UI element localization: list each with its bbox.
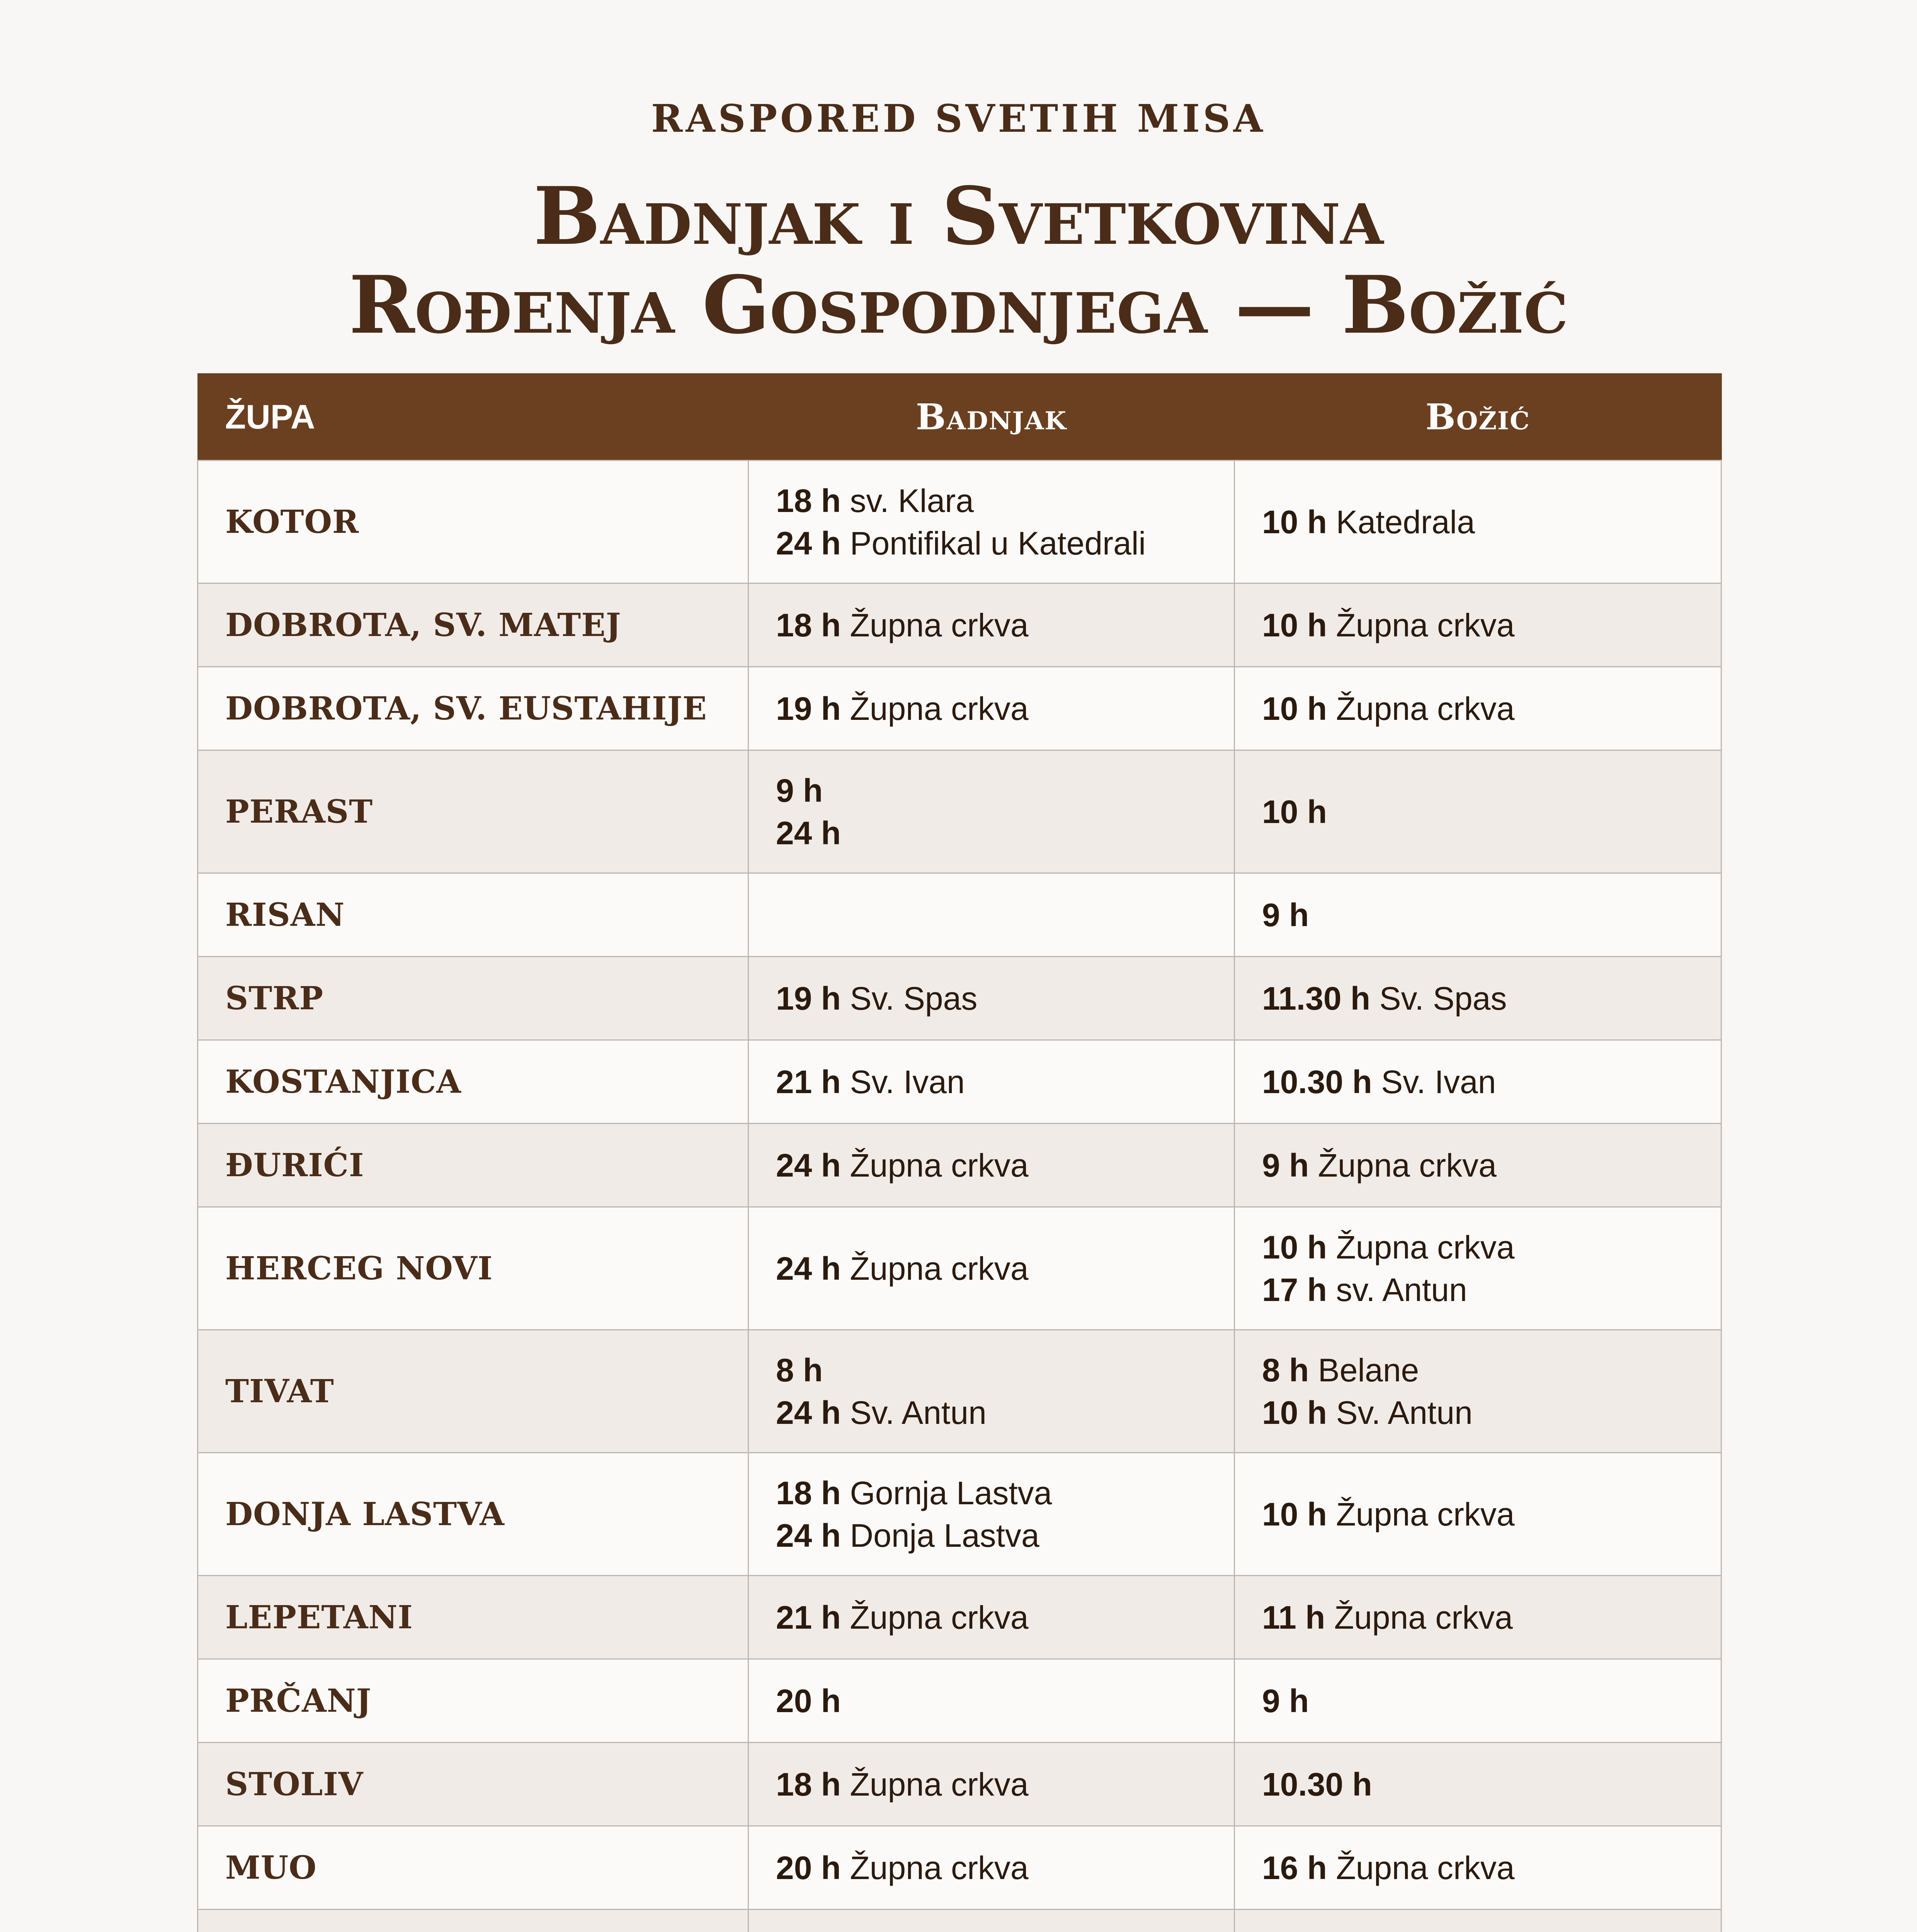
mass-time: 18 h — [776, 1475, 841, 1511]
badnjak-cell — [748, 1207, 1235, 1330]
table-row — [198, 873, 1721, 957]
mass-place: Župna crkva — [850, 1599, 1029, 1636]
bozic-cell — [1235, 461, 1721, 583]
bozic-cell — [1235, 1040, 1721, 1124]
mass-place: Župna crkva — [850, 1849, 1029, 1886]
column-header-parish: ŽUPA — [198, 374, 748, 461]
table-row — [198, 1576, 1721, 1659]
mass-time: 21 h — [776, 1599, 841, 1636]
mass-entry — [776, 1472, 1207, 1514]
mass-entry — [776, 1847, 1207, 1889]
mass-time: 17 h — [1262, 1271, 1327, 1308]
parish-name: LEPETANI — [198, 1576, 748, 1659]
mass-time: 18 h — [776, 482, 841, 519]
bozic-cell — [1235, 1124, 1721, 1207]
mass-time: 24 h — [776, 1394, 841, 1431]
badnjak-cell — [748, 1330, 1235, 1453]
title-line-1: Badnjak i Svetkovina — [533, 170, 1384, 263]
mass-entry — [1262, 501, 1694, 543]
mass-place: Župna crkva — [850, 1147, 1029, 1184]
badnjak-cell — [748, 1453, 1235, 1576]
mass-entry — [776, 1144, 1207, 1187]
mass-entry — [776, 1596, 1207, 1639]
page-title — [0, 172, 1917, 350]
mass-time: 9 h — [1262, 896, 1309, 933]
mass-time: 24 h — [776, 815, 841, 851]
mass-time: 20 h — [776, 1849, 841, 1886]
parish-name: DONJA LASTVA — [198, 1453, 748, 1576]
table-row — [198, 1453, 1721, 1576]
mass-entry — [776, 1349, 1207, 1391]
mass-entry — [776, 687, 1207, 730]
column-header-bozic: Božić — [1235, 374, 1721, 461]
bozic-cell — [1235, 1826, 1721, 1910]
mass-time: 19 h — [776, 980, 841, 1017]
mass-time: 11.30 h — [1262, 980, 1371, 1017]
mass-place: Župna crkva — [1318, 1147, 1497, 1184]
parish-name: KOSTANJICA — [198, 1040, 748, 1124]
badnjak-cell — [748, 667, 1235, 750]
badnjak-cell — [748, 1576, 1235, 1659]
mass-place: Sv. Ivan — [1381, 1063, 1496, 1100]
bozic-cell — [1235, 1453, 1721, 1576]
mass-place: Župna crkva — [1336, 1229, 1515, 1265]
mass-entry — [776, 480, 1207, 522]
mass-place: Župna crkva — [1334, 1599, 1513, 1636]
badnjak-cell — [748, 1826, 1235, 1910]
bozic-cell — [1235, 1576, 1721, 1659]
table-row — [198, 1910, 1721, 1932]
mass-entry — [1262, 1847, 1694, 1889]
mass-entry — [1262, 1226, 1694, 1269]
parish-name: PRČANJ — [198, 1659, 748, 1743]
mass-entry — [776, 604, 1207, 646]
badnjak-cell — [748, 583, 1235, 667]
schedule-subtitle: RASPORED SVETIH MISA — [651, 97, 1266, 141]
mass-place: Sv. Antun — [1336, 1394, 1473, 1431]
mass-time: 10.30 h — [1262, 1063, 1372, 1100]
mass-time: 10 h — [1262, 1229, 1327, 1265]
parish-name: DOBROTA, SV. EUSTAHIJE — [198, 667, 748, 750]
mass-time: 20 h — [776, 1682, 841, 1719]
mass-place: Sv. Spas — [850, 980, 978, 1017]
parish-name — [198, 1910, 748, 1932]
badnjak-cell — [748, 873, 1235, 957]
mass-place: Župna crkva — [1336, 690, 1515, 727]
mass-entry — [1262, 1144, 1694, 1187]
mass-time: 24 h — [776, 1147, 841, 1184]
mass-entry — [776, 1247, 1207, 1290]
mass-time: 11 h — [1262, 1599, 1325, 1636]
mass-entry — [1262, 1596, 1694, 1639]
bozic-cell — [1235, 1743, 1721, 1826]
mass-entry — [1262, 1930, 1694, 1932]
mass-place: sv. Klara — [850, 482, 974, 519]
mass-time: 19 h — [776, 690, 841, 727]
parish-name: HERCEG NOVI — [198, 1207, 748, 1330]
badnjak-cell — [748, 1743, 1235, 1826]
mass-place: Župna crkva — [850, 1766, 1029, 1803]
mass-entry — [776, 1061, 1207, 1103]
parish-name: MUO — [198, 1826, 748, 1910]
table-row — [198, 461, 1721, 583]
mass-time: 8 h — [776, 1352, 823, 1388]
mass-place: Belane — [1318, 1352, 1419, 1388]
mass-time: 10 h — [1262, 607, 1327, 643]
mass-time: 21 h — [776, 1063, 841, 1100]
mass-place: Župna crkva — [1336, 607, 1515, 643]
bozic-cell — [1235, 1207, 1721, 1330]
parish-name: DOBROTA, SV. MATEJ — [198, 583, 748, 667]
mass-schedule-table — [197, 373, 1722, 1932]
mass-place: Župna crkva — [1336, 1849, 1515, 1886]
badnjak-cell — [748, 461, 1235, 583]
table-row — [198, 1659, 1721, 1743]
badnjak-cell — [748, 1040, 1235, 1124]
mass-entry — [1262, 791, 1694, 833]
mass-place: Donja Lastva — [850, 1517, 1039, 1554]
table-body — [198, 461, 1721, 1932]
badnjak-cell — [748, 1124, 1235, 1207]
mass-entry — [776, 977, 1207, 1020]
bozic-cell — [1235, 667, 1721, 750]
mass-entry — [1262, 1493, 1694, 1536]
table-row — [198, 1207, 1721, 1330]
mass-time: 10 h — [1262, 1496, 1327, 1532]
mass-entry — [1262, 1349, 1694, 1391]
mass-entry — [1262, 1061, 1694, 1103]
bozic-cell — [1235, 583, 1721, 667]
bozic-cell — [1235, 1910, 1721, 1932]
mass-place: sv. Antun — [1336, 1271, 1467, 1308]
mass-time: 18 h — [776, 1766, 841, 1803]
mass-place: Katedrala — [1336, 503, 1475, 540]
mass-place: Gornja Lastva — [850, 1475, 1052, 1511]
mass-place: Pontifikal u Katedrali — [850, 525, 1146, 561]
badnjak-cell — [748, 750, 1235, 873]
table-row — [198, 1124, 1721, 1207]
parish-name: KOTOR — [198, 461, 748, 583]
parish-name: TIVAT — [198, 1330, 748, 1453]
bozic-cell — [1235, 1330, 1721, 1453]
mass-time: 24 h — [776, 1250, 841, 1287]
mass-time: 9 h — [1262, 1682, 1309, 1719]
mass-place: Sv. Antun — [850, 1394, 987, 1431]
mass-time: 24 h — [776, 525, 841, 561]
table-row — [198, 1330, 1721, 1453]
mass-entry — [776, 522, 1207, 565]
parish-name: STRP — [198, 957, 748, 1040]
table-row — [198, 1040, 1721, 1124]
mass-time: 18 h — [776, 607, 841, 643]
mass-entry — [776, 1391, 1207, 1434]
mass-entry — [1262, 604, 1694, 646]
mass-entry — [776, 812, 1207, 854]
title-line-2: Rođenja Gospodnjega — Božić — [349, 259, 1568, 352]
mass-time: 8 h — [1262, 1352, 1309, 1388]
parish-name: PERAST — [198, 750, 748, 873]
table-row — [198, 1826, 1721, 1910]
table-row — [198, 957, 1721, 1040]
mass-place: Župna crkva — [1336, 1496, 1515, 1532]
mass-time: 10 h — [1262, 1394, 1327, 1431]
badnjak-cell — [748, 1659, 1235, 1743]
mass-place: Sv. Spas — [1379, 980, 1507, 1017]
mass-place: Sv. Ivan — [850, 1063, 965, 1100]
mass-place: Župna crkva — [850, 607, 1029, 643]
mass-entry — [1262, 1269, 1694, 1311]
mass-entry — [776, 769, 1207, 812]
mass-entry — [1262, 1391, 1694, 1434]
bozic-cell — [1235, 750, 1721, 873]
mass-entry — [1262, 687, 1694, 730]
mass-time: 10 h — [1262, 690, 1327, 727]
column-header-badnjak: Badnjak — [748, 374, 1235, 461]
mass-entry — [1262, 1763, 1694, 1806]
mass-place: Župna crkva — [850, 690, 1029, 727]
badnjak-cell — [748, 957, 1235, 1040]
table-header-row — [198, 374, 1721, 461]
mass-entry — [776, 1680, 1207, 1722]
mass-entry — [1262, 977, 1694, 1020]
parish-name: STOLIV — [198, 1743, 748, 1826]
bozic-cell — [1235, 1659, 1721, 1743]
mass-time: 9 h — [776, 772, 823, 809]
mass-entry — [1262, 894, 1694, 936]
mass-time: 24 h — [776, 1517, 841, 1554]
mass-time: 10 h — [1262, 503, 1327, 540]
mass-place: Župna crkva — [850, 1250, 1029, 1287]
bozic-cell — [1235, 873, 1721, 957]
mass-time: 16 h — [1262, 1849, 1327, 1886]
mass-time: 9 h — [1262, 1147, 1309, 1184]
mass-time: 10.30 h — [1262, 1766, 1372, 1803]
table-row — [198, 583, 1721, 667]
mass-entry — [1262, 1680, 1694, 1722]
parish-name: RISAN — [198, 873, 748, 957]
badnjak-cell — [748, 1910, 1235, 1932]
table-row — [198, 750, 1721, 873]
table-row — [198, 1743, 1721, 1826]
mass-time: 10 h — [1262, 793, 1327, 830]
mass-entry — [776, 1763, 1207, 1806]
mass-entry — [776, 1514, 1207, 1557]
table-row — [198, 667, 1721, 750]
mass-entry — [776, 1930, 1207, 1932]
bozic-cell — [1235, 957, 1721, 1040]
parish-name: ĐURIĆI — [198, 1124, 748, 1207]
